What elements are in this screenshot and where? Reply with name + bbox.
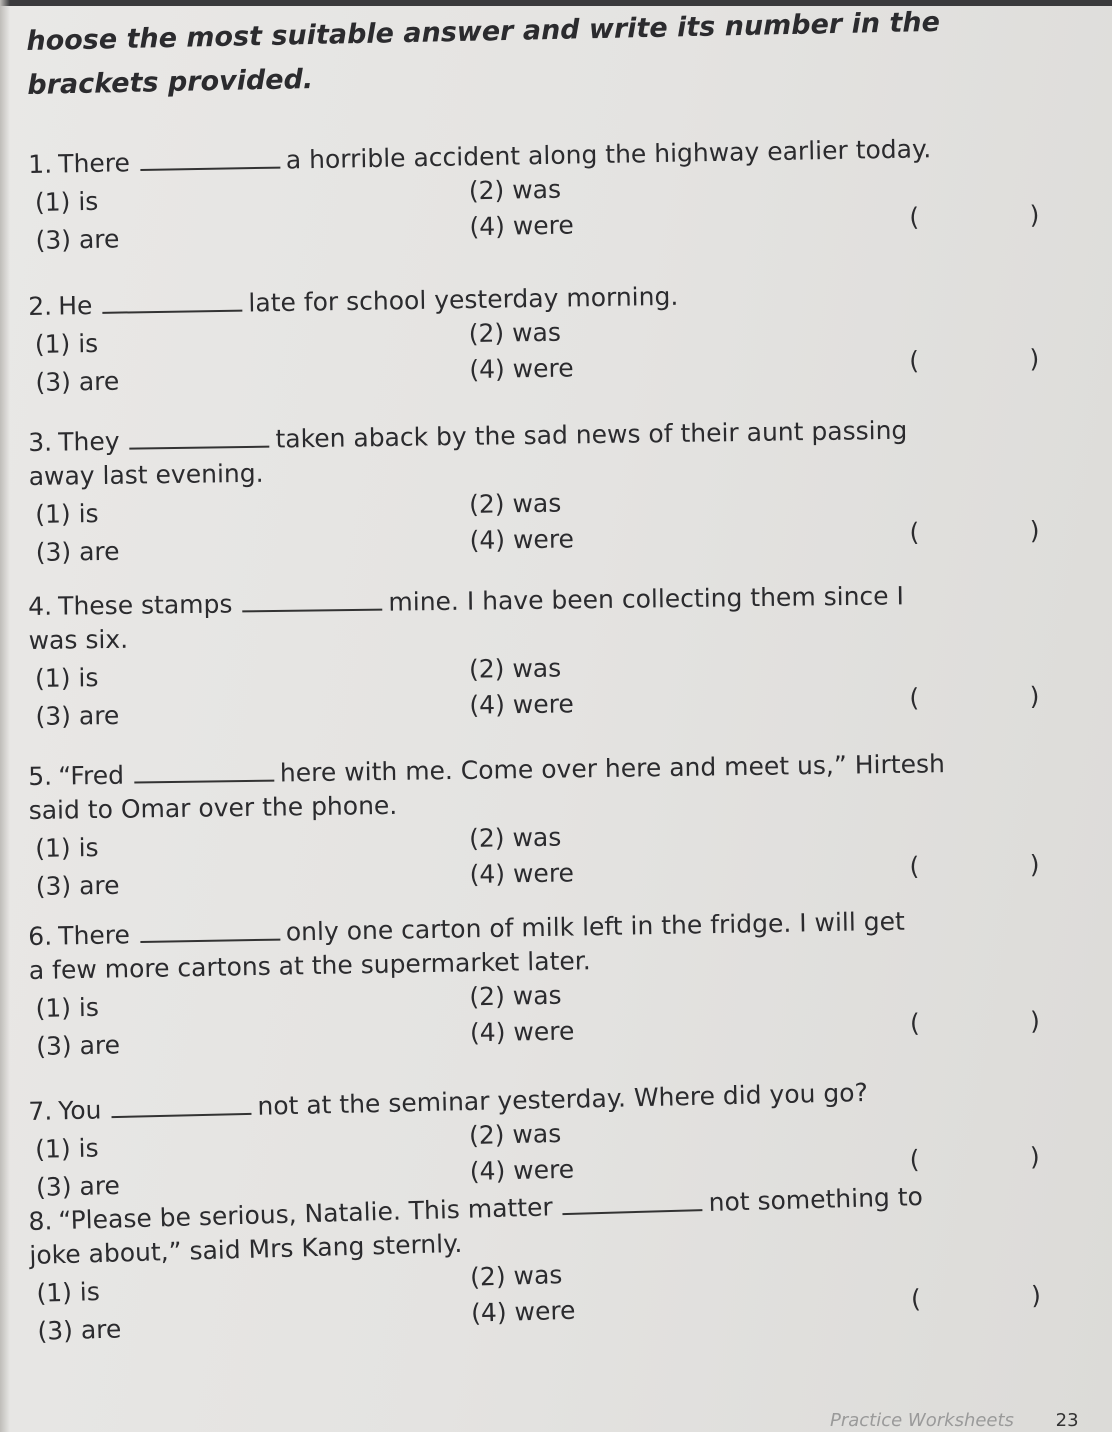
answer-brackets[interactable] xyxy=(910,1004,1041,1040)
question-continuation: was six. xyxy=(28,624,129,655)
bracket-open: ( xyxy=(909,683,920,713)
bracket-open: ( xyxy=(909,1008,920,1038)
answer-options xyxy=(29,168,1070,262)
question-number: 6. xyxy=(28,921,53,951)
bracket-close: ) xyxy=(1030,1280,1042,1311)
answer-brackets[interactable] xyxy=(909,514,1039,550)
question-number: 7. xyxy=(28,1096,53,1126)
option-2: (2) was xyxy=(468,822,562,853)
page-footer xyxy=(830,1410,1079,1431)
answer-blank[interactable] xyxy=(102,290,242,314)
question-text-after: only one carton of milk left in the fridge. I will get xyxy=(285,906,906,947)
bracket-close: ) xyxy=(1029,681,1040,711)
answer-blank[interactable] xyxy=(242,589,382,613)
question-text-after: here with me. Come over here and meet us,” Hirtesh xyxy=(279,749,946,788)
page-number: 23 xyxy=(1055,1410,1079,1431)
question-3 xyxy=(28,411,1070,574)
question-2 xyxy=(28,274,1070,404)
option-4: (4) were xyxy=(469,210,574,242)
answer-blank[interactable] xyxy=(562,1189,703,1215)
question-text-after: a horrible accident along the highway earlier today. xyxy=(285,134,932,175)
option-1: (1) is xyxy=(36,1277,101,1308)
bracket-open: ( xyxy=(909,517,920,547)
answer-options xyxy=(29,312,1070,404)
option-3: (3) are xyxy=(35,1170,121,1202)
question-text-before: You xyxy=(58,1095,102,1126)
question-number: 3. xyxy=(28,427,53,457)
bracket-close: ) xyxy=(1029,1142,1040,1172)
question-number: 1. xyxy=(28,149,53,179)
answer-options xyxy=(29,817,1070,908)
answer-blank[interactable] xyxy=(129,426,269,450)
answer-blank[interactable] xyxy=(111,1093,251,1118)
answer-brackets[interactable] xyxy=(909,198,1040,234)
question-continuation: joke about,” said Mrs Kang sternly. xyxy=(29,1228,463,1270)
answer-blank[interactable] xyxy=(134,760,274,784)
answer-brackets[interactable] xyxy=(909,1140,1040,1177)
option-3: (3) are xyxy=(35,870,120,901)
option-1: (1) is xyxy=(34,328,99,359)
option-3: (3) are xyxy=(35,1030,121,1061)
question-text-before: They xyxy=(58,426,120,457)
footer-label: Practice Worksheets xyxy=(830,1410,1014,1431)
question-continuation: said to Omar over the phone. xyxy=(28,790,398,825)
option-1: (1) is xyxy=(34,186,99,217)
bracket-open: ( xyxy=(909,202,920,232)
answer-options xyxy=(29,974,1070,1068)
bracket-close: ) xyxy=(1029,849,1040,880)
question-text-before: “Please be serious, Natalie. This matter xyxy=(58,1192,554,1236)
option-3: (3) are xyxy=(35,224,120,255)
question-text-before: There xyxy=(58,920,131,951)
option-2: (2) was xyxy=(469,980,562,1012)
question-8 xyxy=(28,1176,1072,1353)
answer-brackets[interactable] xyxy=(909,848,1039,884)
option-1: (1) is xyxy=(35,833,99,863)
option-3: (3) are xyxy=(35,536,120,567)
option-4: (4) were xyxy=(469,353,574,385)
question-number: 5. xyxy=(28,761,53,791)
question-text-before: These stamps xyxy=(58,589,233,621)
question-5 xyxy=(28,745,1070,908)
answer-brackets[interactable] xyxy=(909,680,1039,716)
option-2: (2) was xyxy=(468,174,562,206)
bracket-close: ) xyxy=(1029,200,1040,230)
option-4: (4) were xyxy=(469,1154,575,1186)
option-2: (2) was xyxy=(468,488,562,519)
question-text-before: He xyxy=(58,290,93,321)
option-1: (1) is xyxy=(35,992,100,1023)
question-text-after: mine. I have been collecting them since I xyxy=(388,581,905,617)
page-edge-shadow xyxy=(0,0,10,1432)
option-4: (4) were xyxy=(469,524,575,555)
question-text-after: not at the seminar yesterday. Where did you go? xyxy=(257,1077,869,1121)
question-text-before: “Fred xyxy=(58,760,125,791)
option-2: (2) was xyxy=(469,1260,563,1292)
option-1: (1) is xyxy=(34,663,99,693)
bracket-close: ) xyxy=(1029,344,1040,374)
question-continuation: a few more cartons at the supermarket later. xyxy=(28,946,591,985)
option-4: (4) were xyxy=(469,689,574,720)
option-2: (2) was xyxy=(468,1118,562,1151)
answer-blank[interactable] xyxy=(140,147,280,171)
answer-options xyxy=(29,483,1070,574)
question-6 xyxy=(28,902,1070,1068)
question-text-before: There xyxy=(58,148,131,179)
option-3: (3) are xyxy=(35,366,120,397)
option-2: (2) was xyxy=(468,317,562,349)
bracket-close: ) xyxy=(1029,515,1040,546)
option-4: (4) were xyxy=(470,1295,576,1328)
bracket-open: ( xyxy=(909,1144,920,1175)
question-1 xyxy=(28,130,1070,262)
question-number: 4. xyxy=(28,591,53,621)
option-3: (3) are xyxy=(37,1314,122,1346)
question-text-after: taken aback by the sad news of their aunt passing xyxy=(275,415,908,454)
option-3: (3) are xyxy=(35,700,120,731)
answer-brackets[interactable] xyxy=(909,342,1040,378)
question-text-after: not something to xyxy=(708,1182,924,1217)
question-text-after: late for school yesterday morning. xyxy=(248,281,679,318)
option-1: (1) is xyxy=(35,499,99,529)
bracket-open: ( xyxy=(909,851,920,881)
question-number: 8. xyxy=(28,1206,53,1236)
question-continuation: away last evening. xyxy=(28,458,264,491)
option-4: (4) were xyxy=(469,858,575,889)
answer-blank[interactable] xyxy=(140,919,280,943)
question-4 xyxy=(28,577,1070,738)
instruction-text: hoose the most suitable answer and write its number in the brackets provided. xyxy=(26,6,941,101)
answer-options xyxy=(29,649,1070,738)
bracket-open: ( xyxy=(908,346,920,376)
option-2: (2) was xyxy=(468,653,562,684)
question-number: 2. xyxy=(28,291,53,321)
option-4: (4) were xyxy=(469,1016,575,1048)
bracket-open: ( xyxy=(910,1284,922,1314)
answer-brackets[interactable] xyxy=(911,1279,1042,1317)
option-1: (1) is xyxy=(34,1133,99,1164)
bracket-close: ) xyxy=(1029,1006,1041,1036)
